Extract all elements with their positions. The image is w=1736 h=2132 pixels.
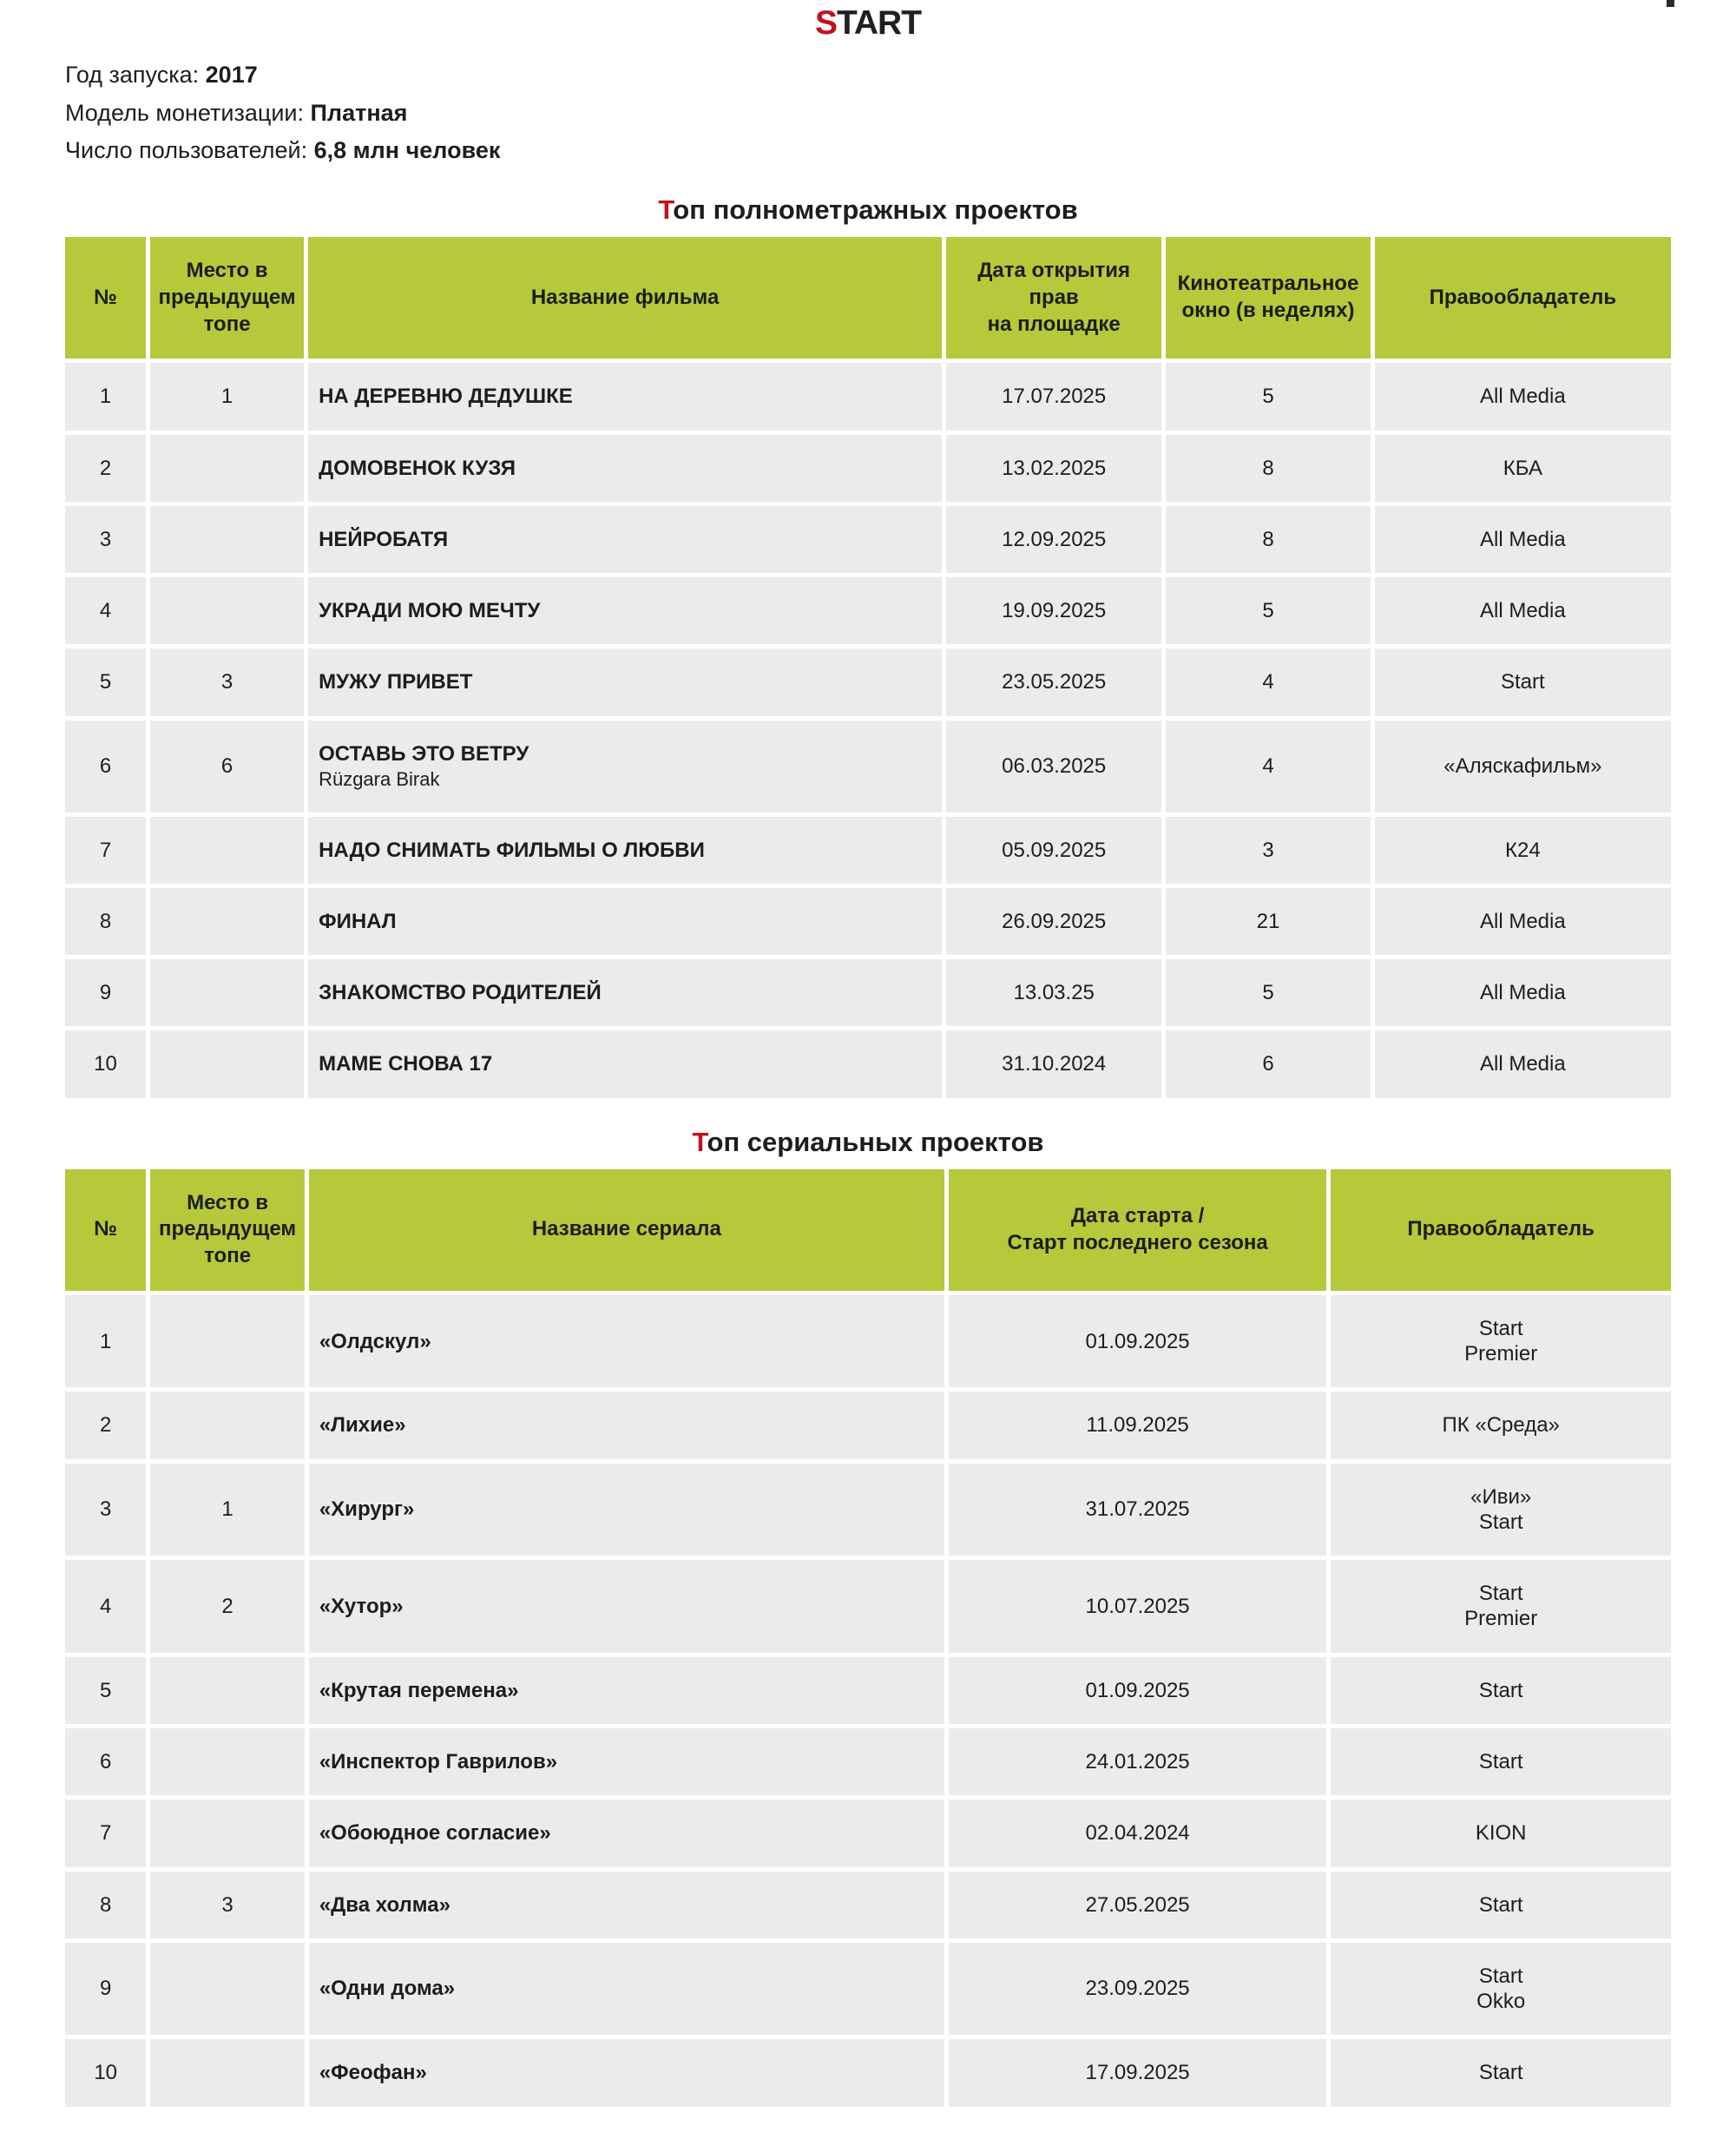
launch-year-label: Год запуска:	[65, 61, 200, 88]
series-name-cell: «Хирург»	[309, 1464, 944, 1556]
column-header: Название фильма	[308, 237, 942, 359]
rights-holder-cell: ПК «Среда»	[1331, 1392, 1671, 1458]
rights-date-cell: 31.10.2024	[946, 1030, 1161, 1097]
rights-holder-cell: КБА	[1375, 435, 1671, 502]
rights-date-cell: 26.09.2025	[946, 888, 1161, 955]
start-logo	[0, 5, 1736, 43]
rank-cell: 2	[65, 435, 146, 502]
theatrical-window-cell: 3	[1166, 817, 1370, 884]
rank-cell: 10	[65, 1030, 146, 1097]
theatrical-window-cell: 5	[1166, 959, 1370, 1026]
start-date-cell: 24.01.2025	[949, 1728, 1327, 1795]
rank-cell: 8	[65, 1872, 146, 1938]
films-section	[61, 194, 1675, 1102]
film-name-cell: ЗНАКОМСТВО РОДИТЕЛЕЙ	[308, 959, 942, 1026]
logo-accent-letter: S	[814, 4, 837, 42]
table-row	[65, 1943, 1671, 2036]
logo-rest: TART	[836, 4, 922, 42]
series-table-title	[61, 1127, 1675, 1158]
start-date-cell: 11.09.2025	[949, 1392, 1327, 1458]
table-row	[65, 1295, 1671, 1388]
film-name-cell: МУЖУ ПРИВЕТ	[308, 648, 942, 715]
series-name-cell: «Одни дома»	[309, 1943, 944, 2036]
rights-date-cell: 17.07.2025	[946, 363, 1161, 430]
prev-top-cell	[150, 506, 304, 573]
rights-date-cell: 23.05.2025	[946, 648, 1161, 715]
monetization-line	[65, 95, 1736, 133]
monetization-label: Модель монетизации:	[65, 99, 304, 126]
theatrical-window-cell: 4	[1166, 721, 1370, 813]
film-name-cell: ДОМОВЕНОК КУЗЯ	[308, 435, 942, 502]
series-name-cell: «Крутая перемена»	[309, 1657, 944, 1724]
rank-cell: 6	[65, 1728, 146, 1795]
table-row	[65, 1392, 1671, 1458]
table-row	[65, 1657, 1671, 1724]
prev-top-cell: 1	[150, 1464, 305, 1556]
films-table-header	[65, 237, 1671, 359]
films-table	[61, 233, 1675, 1102]
column-header: Кинотеатральное окно (в неделях)	[1166, 237, 1370, 359]
rights-holder-cell: All Media	[1375, 577, 1671, 644]
rank-cell: 6	[65, 721, 146, 813]
column-header: Место в предыдущем топе	[150, 1169, 305, 1291]
table-row	[65, 2039, 1671, 2106]
rights-holder-cell: К24	[1375, 817, 1671, 884]
series-name-cell: «Хутор»	[309, 1560, 944, 1653]
table-row	[65, 435, 1671, 502]
launch-year-value: 2017	[205, 61, 258, 88]
series-name-cell: «Обоюдное согласие»	[309, 1800, 944, 1866]
table-row	[65, 1872, 1671, 1938]
start-date-cell: 10.07.2025	[949, 1560, 1327, 1653]
column-header: Дата открытия прав на площадке	[946, 237, 1161, 359]
rights-date-cell: 05.09.2025	[946, 817, 1161, 884]
table-row	[65, 648, 1671, 715]
rights-date-cell: 13.03.25	[946, 959, 1161, 1026]
rights-date-cell: 13.02.2025	[946, 435, 1161, 502]
rights-holder-cell: All Media	[1375, 363, 1671, 430]
rights-holder-cell: All Media	[1375, 959, 1671, 1026]
rank-cell: 7	[65, 817, 146, 884]
rank-cell: 7	[65, 1800, 146, 1866]
users-label: Число пользователей:	[65, 137, 308, 164]
rank-cell: 10	[65, 2039, 146, 2106]
film-name-cell: НАДО СНИМАТЬ ФИЛЬМЫ О ЛЮБВИ	[308, 817, 942, 884]
column-header: Название сериала	[309, 1169, 944, 1291]
start-date-cell: 23.09.2025	[949, 1943, 1327, 2036]
prev-top-cell	[150, 959, 304, 1026]
prev-top-cell	[150, 1657, 305, 1724]
prev-top-cell	[150, 1392, 305, 1458]
series-name-cell: «Два холма»	[309, 1872, 944, 1938]
table-row	[65, 721, 1671, 813]
rank-cell: 9	[65, 959, 146, 1026]
theatrical-window-cell: 21	[1166, 888, 1370, 955]
service-info	[65, 56, 1736, 170]
rank-cell: 5	[65, 1657, 146, 1724]
column-header: №	[65, 237, 146, 359]
films-title-accent-letter: Т	[658, 194, 674, 226]
rights-holder-cell: Start	[1331, 1657, 1671, 1724]
series-title-accent-letter: Т	[692, 1126, 707, 1157]
film-name-cell: ОСТАВЬ ЭТО ВЕТРУ Rüzgara Birak	[308, 721, 942, 813]
rights-holder-cell: All Media	[1375, 1030, 1671, 1097]
rank-cell: 5	[65, 648, 146, 715]
rights-holder-cell: All Media	[1375, 888, 1671, 955]
film-name-cell: НЕЙРОБАТЯ	[308, 506, 942, 573]
prev-top-cell	[150, 888, 304, 955]
theatrical-window-cell: 8	[1166, 506, 1370, 573]
theatrical-window-cell: 6	[1166, 1030, 1370, 1097]
theatrical-window-cell: 4	[1166, 648, 1370, 715]
theatrical-window-cell: 5	[1166, 363, 1370, 430]
films-title-rest: оп полнометражных проектов	[673, 194, 1078, 226]
prev-top-cell	[150, 1800, 305, 1866]
rights-holder-cell: KION	[1331, 1800, 1671, 1866]
column-header: Правообладатель	[1331, 1169, 1671, 1291]
prev-top-cell: 2	[150, 1560, 305, 1653]
prev-top-cell: 1	[150, 363, 304, 430]
start-date-cell: 17.09.2025	[949, 2039, 1327, 2106]
rights-holder-cell: «Аляскафильм»	[1375, 721, 1671, 813]
film-name-cell: МАМЕ СНОВА 17	[308, 1030, 942, 1097]
film-name-cell: НА ДЕРЕВНЮ ДЕДУШКЕ	[308, 363, 942, 430]
prev-top-cell	[150, 1030, 304, 1097]
start-date-cell: 01.09.2025	[949, 1295, 1327, 1388]
table-row	[65, 959, 1671, 1026]
series-name-cell: «Инспектор Гаврилов»	[309, 1728, 944, 1795]
prev-top-cell	[150, 577, 304, 644]
prev-top-cell: 6	[150, 721, 304, 813]
users-value: 6,8 млн человек	[313, 137, 501, 164]
series-table-header	[65, 1169, 1671, 1291]
rank-cell: 1	[65, 363, 146, 430]
rank-cell: 3	[65, 506, 146, 573]
table-row	[65, 577, 1671, 644]
users-line	[65, 132, 1736, 170]
rank-cell: 4	[65, 1560, 146, 1653]
rights-holder-cell: «Иви» Start	[1331, 1464, 1671, 1556]
clipped-footnote-mark	[1667, 0, 1674, 7]
film-name-cell: УКРАДИ МОЮ МЕЧТУ	[308, 577, 942, 644]
prev-top-cell	[150, 1295, 305, 1388]
monetization-value: Платная	[310, 99, 408, 126]
table-row	[65, 1560, 1671, 1653]
column-header: Дата старта / Старт последнего сезона	[949, 1169, 1327, 1291]
table-row	[65, 506, 1671, 573]
prev-top-cell	[150, 2039, 305, 2106]
column-header: Правообладатель	[1375, 237, 1671, 359]
series-name-cell: «Феофан»	[309, 2039, 944, 2106]
prev-top-cell: 3	[150, 1872, 305, 1938]
rank-cell: 9	[65, 1943, 146, 2036]
rank-cell: 3	[65, 1464, 146, 1556]
prev-top-cell	[150, 435, 304, 502]
start-date-cell: 27.05.2025	[949, 1872, 1327, 1938]
start-date-cell: 01.09.2025	[949, 1657, 1327, 1724]
rights-holder-cell: Start	[1331, 2039, 1671, 2106]
rights-holder-cell: Start Premier	[1331, 1560, 1671, 1653]
films-table-title	[61, 194, 1675, 226]
prev-top-cell	[150, 817, 304, 884]
rights-date-cell: 19.09.2025	[946, 577, 1161, 644]
table-row	[65, 1728, 1671, 1795]
table-row	[65, 1464, 1671, 1556]
series-name-cell: «Олдскул»	[309, 1295, 944, 1388]
rights-date-cell: 12.09.2025	[946, 506, 1161, 573]
theatrical-window-cell: 5	[1166, 577, 1370, 644]
start-date-cell: 02.04.2024	[949, 1800, 1327, 1866]
series-name-cell: «Лихие»	[309, 1392, 944, 1458]
table-row	[65, 363, 1671, 430]
rights-holder-cell: Start Premier	[1331, 1295, 1671, 1388]
series-section	[61, 1127, 1675, 2111]
series-table	[61, 1165, 1675, 2111]
rank-cell: 4	[65, 577, 146, 644]
column-header: №	[65, 1169, 146, 1291]
rights-holder-cell: Start	[1375, 648, 1671, 715]
table-row	[65, 817, 1671, 884]
table-row	[65, 888, 1671, 955]
rights-holder-cell: Start	[1331, 1728, 1671, 1795]
column-header: Место в предыдущем топе	[150, 237, 304, 359]
prev-top-cell	[150, 1728, 305, 1795]
table-row	[65, 1030, 1671, 1097]
prev-top-cell: 3	[150, 648, 304, 715]
rights-holder-cell: Start	[1331, 1872, 1671, 1938]
rank-cell: 1	[65, 1295, 146, 1388]
rights-date-cell: 06.03.2025	[946, 721, 1161, 813]
rights-holder-cell: Start Okko	[1331, 1943, 1671, 2036]
table-row	[65, 1800, 1671, 1866]
rank-cell: 2	[65, 1392, 146, 1458]
rank-cell: 8	[65, 888, 146, 955]
original-title: Rüzgara Birak	[319, 767, 440, 790]
launch-year-line	[65, 56, 1736, 95]
prev-top-cell	[150, 1943, 305, 2036]
rights-holder-cell: All Media	[1375, 506, 1671, 573]
theatrical-window-cell: 8	[1166, 435, 1370, 502]
series-title-rest: оп сериальных проектов	[707, 1126, 1044, 1157]
start-date-cell: 31.07.2025	[949, 1464, 1327, 1556]
film-name-cell: ФИНАЛ	[308, 888, 942, 955]
